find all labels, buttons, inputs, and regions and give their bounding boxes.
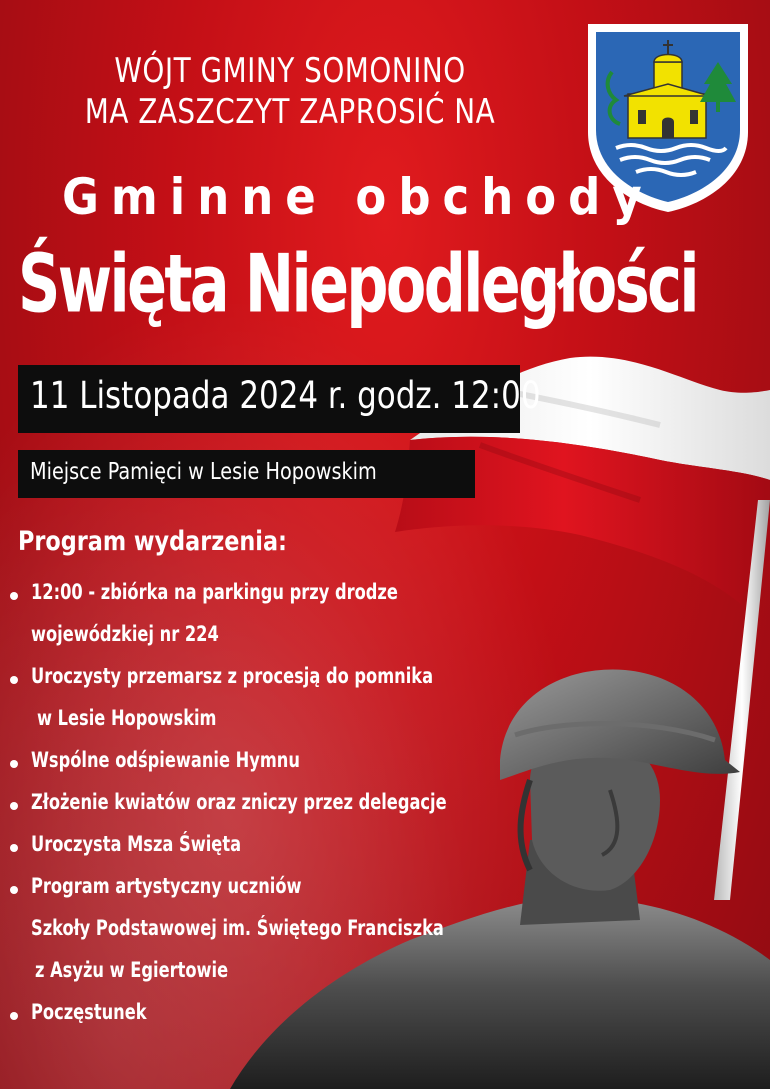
- list-bullet: [10, 1012, 18, 1020]
- program-item-7: Poczęstunek: [31, 1000, 147, 1024]
- program-item-6-line-3: z Asyżu w Egiertowie: [35, 958, 229, 982]
- program-item-1-line-1: 12:00 - zbiórka na parkingu przy drodze: [31, 580, 398, 604]
- date-time: 11 Listopada 2024 r. godz. 12:00: [30, 374, 541, 417]
- soldier-statue-image: [230, 640, 770, 1089]
- program-item-4: Złożenie kwiatów oraz zniczy przez delegacje: [31, 790, 447, 814]
- program-item-1-line-2: wojewódzkiej nr 224: [31, 622, 219, 646]
- list-bullet: [10, 760, 18, 768]
- event-place: Miejsce Pamięci w Lesie Hopowskim: [30, 459, 377, 485]
- program-item-6-line-2: Szkoły Podstawowej im. Świętego Franciszka: [31, 916, 444, 940]
- program-item-6-line-1: Program artystyczny uczniów: [31, 874, 302, 898]
- list-bullet: [10, 844, 18, 852]
- list-bullet: [10, 802, 18, 810]
- program-item-2-line-1: Uroczysty przemarsz z procesją do pomnika: [31, 664, 434, 688]
- list-bullet: [10, 676, 18, 684]
- program-item-3: Wspólne odśpiewanie Hymnu: [31, 748, 300, 772]
- title-line-1: Gminne obchody: [62, 168, 654, 226]
- list-bullet: [10, 886, 18, 894]
- inviter-line-2: MA ZASZCZYT ZAPROSIĆ NA: [84, 92, 496, 132]
- list-bullet: [10, 592, 18, 600]
- program-item-2-line-2: w Lesie Hopowskim: [37, 706, 217, 730]
- title-line-2: Święta Niepodległości: [18, 236, 697, 331]
- program-item-5: Uroczysta Msza Święta: [31, 832, 242, 856]
- inviter-line-1: WÓJT GMINY SOMONINO: [114, 51, 466, 91]
- program-heading: Program wydarzenia:: [18, 526, 287, 557]
